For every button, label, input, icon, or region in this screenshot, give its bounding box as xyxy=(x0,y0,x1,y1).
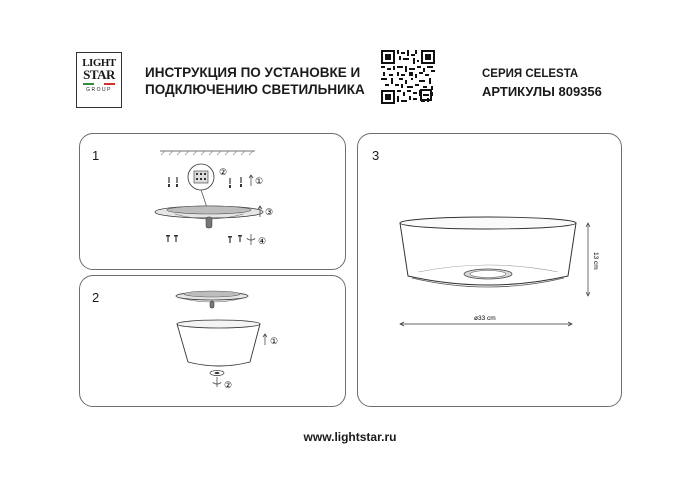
step-2-panel xyxy=(79,275,346,407)
height-label: 13 cm xyxy=(592,252,599,270)
step-1-panel xyxy=(79,133,346,270)
logo-flag xyxy=(83,83,115,85)
diameter-label: ø33 cm xyxy=(474,315,496,322)
marker-2-label: ② xyxy=(224,380,233,390)
flag-red xyxy=(104,83,115,85)
marker-1-label: ① xyxy=(270,336,279,346)
marker-1-label: ① xyxy=(255,176,264,186)
series-label: СЕРИЯ CELESTA xyxy=(482,68,579,80)
lightstar-logo xyxy=(76,52,122,108)
article-label: АРТИКУЛЫ 809356 xyxy=(482,84,602,99)
title-line1: ИНСТРУКЦИЯ ПО УСТАНОВКЕ И xyxy=(145,65,361,80)
logo-line2: STAR xyxy=(83,67,115,82)
document-title xyxy=(145,64,365,98)
website-link[interactable]: www.lightstar.ru xyxy=(303,430,397,444)
step-number: 1 xyxy=(92,148,100,163)
shade-mounting-diagram xyxy=(80,276,347,408)
qr-code-icon xyxy=(381,50,435,104)
logo-line3: GROUP xyxy=(86,87,112,93)
step-3-panel xyxy=(357,133,622,407)
logo-line1: LIGHT xyxy=(82,57,116,69)
flag-white xyxy=(94,83,105,85)
mounting-plate-diagram xyxy=(80,134,347,271)
title-line2: ПОДКЛЮЧЕНИЮ СВЕТИЛЬНИКА xyxy=(145,82,365,97)
marker-2-label: ② xyxy=(219,167,228,177)
step-number: 3 xyxy=(372,148,380,163)
flag-green xyxy=(83,83,94,85)
marker-3-label: ③ xyxy=(265,207,274,217)
step-number: 2 xyxy=(92,290,100,305)
product-meta xyxy=(482,66,602,100)
fixture-dimensions-diagram xyxy=(358,134,623,408)
marker-4-label: ④ xyxy=(258,236,267,246)
